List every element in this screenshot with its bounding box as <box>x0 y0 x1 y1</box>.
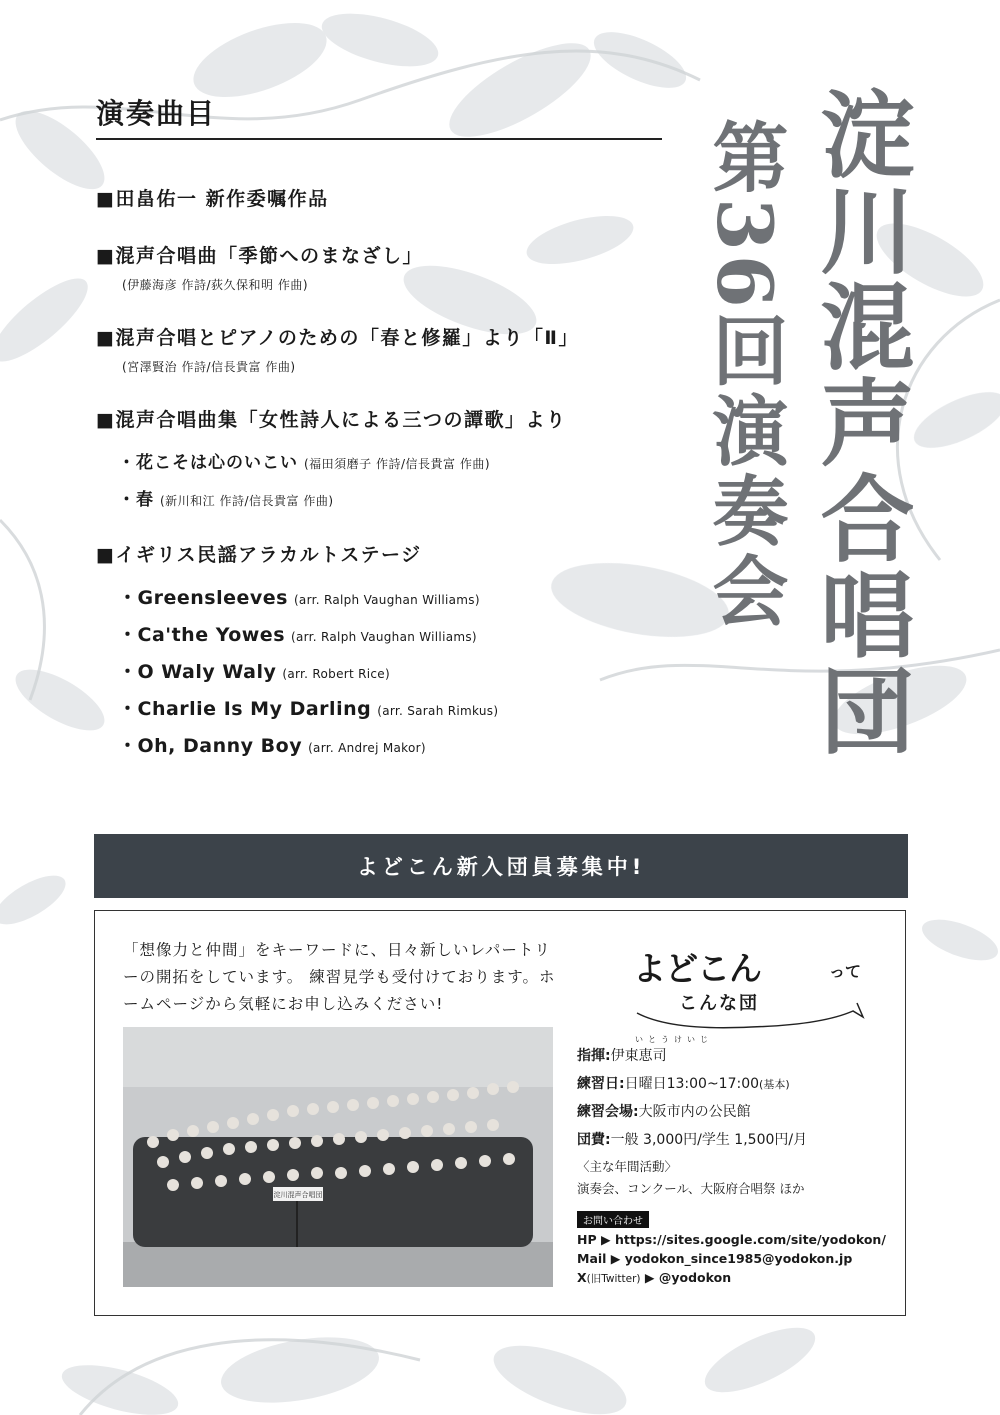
practice-value: 日曜日13:00~17:00 <box>624 1076 760 1092</box>
en-song-arranger: (arr. Sarah Rimkus) <box>377 704 499 718</box>
en-song-item <box>118 731 696 758</box>
bubble-sub-text: こんな団 <box>679 993 759 1014</box>
en-song-name: ・O Waly Waly <box>118 661 277 683</box>
program-item-kisetsu-credit: (伊藤海彦 作詩/荻久保和明 作曲) <box>122 278 309 292</box>
program-list <box>96 184 696 758</box>
recruit-banner: よどこん新入団員募集中! <box>94 834 908 898</box>
jp-song-item <box>118 485 696 510</box>
choir-info <box>577 1035 897 1286</box>
program-item-tanka: ■混声合唱曲集「女性詩人による三つの譚歌」より <box>96 409 567 431</box>
bubble-tail-text: って <box>829 962 862 981</box>
choir-photo-illustration <box>123 1027 553 1287</box>
x-label: X <box>577 1270 587 1285</box>
jp-song-name: ・春 <box>118 490 154 510</box>
practice-row <box>577 1073 897 1093</box>
en-song-name: ・Charlie Is My Darling <box>118 698 372 720</box>
program-item-haru-to-shura: ■混声合唱とピアノのための「春と修羅」より「Ⅱ」 <box>96 327 579 349</box>
en-song-name: ・Ca'the Yowes <box>118 624 286 646</box>
heading-divider <box>96 138 662 140</box>
bubble-brand-text: よどこん <box>633 949 761 988</box>
venue-label: 練習会場: <box>577 1104 639 1120</box>
en-song-arranger: (arr. Ralph Vaughan Williams) <box>291 630 477 644</box>
recruit-intro-text: 「想像力と仲間」をキーワードに、日々新しいレパートリーの開拓をしています。 練習見学も受付けております。ホームページから気軽にお申し込みください! <box>123 941 556 1013</box>
practice-note: (基本) <box>759 1078 790 1091</box>
fee-value: 一般 3,000円/学生 1,500円/月 <box>610 1132 808 1148</box>
en-song-arranger: (arr. Robert Rice) <box>282 667 390 681</box>
choir-name-title: 淀川混声合唱団 <box>804 86 914 758</box>
program-item-english-folk: ■イギリス民謡アラカルトステージ <box>96 544 422 566</box>
venue-value: 大阪市内の公民館 <box>638 1104 751 1120</box>
activities-heading: 〈主な年間活動〉 <box>577 1159 678 1174</box>
homepage-link[interactable]: HP ▶ https://sites.google.com/site/yodokon/ <box>577 1232 886 1247</box>
x-account-link[interactable] <box>577 1270 897 1286</box>
program-item-commission: ■田畠佑一 新作委嘱作品 <box>96 188 329 210</box>
en-song-item <box>118 583 696 610</box>
choir-group-photo <box>123 1027 553 1287</box>
en-song-item <box>118 657 696 684</box>
concert-number-title: 第36回演奏会 <box>700 118 789 632</box>
photo-sign-text: 淀川混声合唱団 <box>273 1191 323 1199</box>
en-song-name: ・Greensleeves <box>118 587 288 609</box>
conductor-ruby: いとうけいじ <box>635 1035 713 1044</box>
en-song-arranger: (arr. Ralph Vaughan Williams) <box>293 593 480 607</box>
activities-text: 演奏会、コンクール、大阪府合唱祭 ほか <box>577 1181 805 1196</box>
conductor-value: 伊東恵司 <box>610 1048 667 1064</box>
jp-song-item <box>118 448 696 473</box>
venue-row <box>577 1101 897 1121</box>
en-song-item <box>118 694 696 721</box>
fee-label: 団費: <box>577 1132 611 1148</box>
contact-tag: お問い合わせ <box>577 1211 649 1228</box>
en-song-name: ・Oh, Danny Boy <box>118 735 303 757</box>
program-item-kisetsu: ■混声合唱曲「季節へのまなざし」 <box>96 245 423 267</box>
conductor-label: 指揮: <box>577 1048 611 1064</box>
x-handle: ▶ @yodokon <box>644 1270 732 1285</box>
x-note: (旧Twitter) <box>586 1273 641 1285</box>
conductor-row <box>577 1035 897 1065</box>
jp-song-credit: (新川和江 作詩/信長貴富 作曲) <box>160 494 334 508</box>
jp-song-credit: (福田須磨子 作詩/信長貴富 作曲) <box>304 457 491 471</box>
practice-label: 練習日: <box>577 1076 625 1092</box>
mail-link[interactable]: Mail ▶ yodokon_since1985@yodokon.jp <box>577 1251 853 1266</box>
fee-row <box>577 1129 897 1149</box>
about-speech-bubble <box>631 939 875 1031</box>
program-heading: 演奏曲目 <box>96 97 217 130</box>
en-song-arranger: (arr. Andrej Makor) <box>308 741 426 755</box>
recruit-box <box>94 910 906 1316</box>
jp-song-name: ・花こそは心のいこい <box>118 453 298 473</box>
en-song-item <box>118 620 696 647</box>
program-item-haru-to-shura-credit: (宮澤賢治 作詩/信長貴富 作曲) <box>122 360 296 374</box>
